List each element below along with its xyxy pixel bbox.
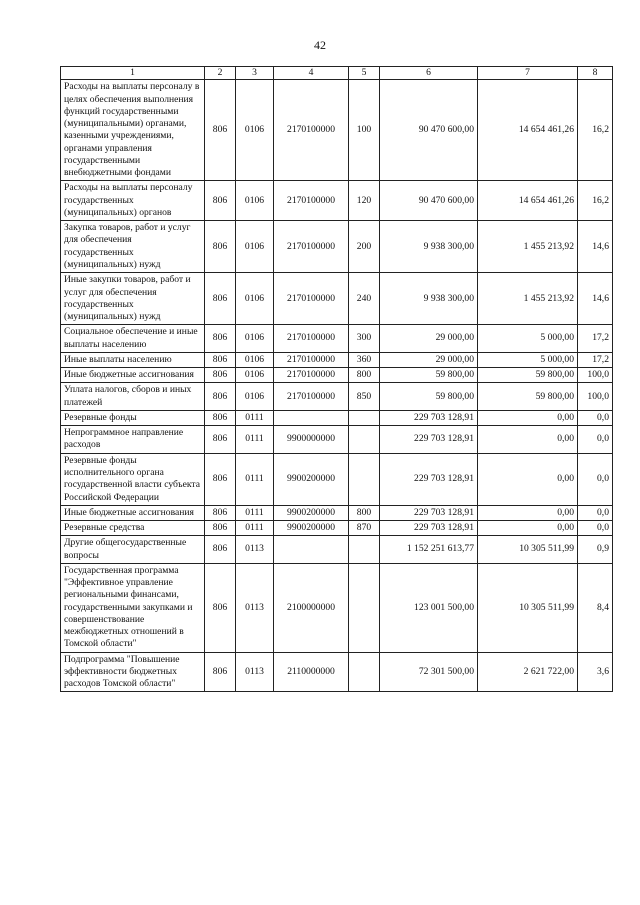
expense-name: Резервные фонды исполнительного органа государственной власти субъекта Российской Федерации (61, 453, 205, 505)
section-code: 0111 (236, 505, 274, 520)
plan-amount: 72 301 500,00 (380, 652, 478, 692)
expense-name: Непрограммное направление расходов (61, 426, 205, 454)
actual-amount: 0,00 (478, 521, 578, 536)
actual-amount: 5 000,00 (478, 325, 578, 353)
expense-type-code (349, 410, 380, 425)
admin-code: 806 (205, 80, 236, 181)
admin-code: 806 (205, 453, 236, 505)
execution-percent: 0,0 (578, 410, 613, 425)
target-code: 2170100000 (274, 80, 349, 181)
table-row (61, 521, 613, 536)
expense-type-code: 100 (349, 80, 380, 181)
header-row (61, 67, 613, 80)
section-code: 0111 (236, 410, 274, 425)
actual-amount: 14 654 461,26 (478, 181, 578, 221)
header-cell: 3 (236, 67, 274, 80)
header-cell: 1 (61, 67, 205, 80)
admin-code: 806 (205, 368, 236, 383)
execution-percent: 0,0 (578, 505, 613, 520)
expense-type-code (349, 426, 380, 454)
expense-name: Социальное обеспечение и иные выплаты населению (61, 325, 205, 353)
execution-percent: 17,2 (578, 325, 613, 353)
target-code: 2110000000 (274, 652, 349, 692)
table-row (61, 652, 613, 692)
expense-name: Резервные средства (61, 521, 205, 536)
target-code (274, 536, 349, 564)
execution-percent: 0,0 (578, 426, 613, 454)
table-row (61, 80, 613, 181)
execution-percent: 8,4 (578, 563, 613, 652)
expense-type-code (349, 536, 380, 564)
actual-amount: 1 455 213,92 (478, 273, 578, 325)
section-code: 0106 (236, 181, 274, 221)
target-code: 9900000000 (274, 426, 349, 454)
expense-type-code: 120 (349, 181, 380, 221)
actual-amount: 10 305 511,99 (478, 536, 578, 564)
execution-percent: 16,2 (578, 181, 613, 221)
budget-table (60, 66, 613, 692)
execution-percent: 0,0 (578, 453, 613, 505)
header-cell: 8 (578, 67, 613, 80)
admin-code: 806 (205, 505, 236, 520)
target-code: 9900200000 (274, 505, 349, 520)
plan-amount: 1 152 251 613,77 (380, 536, 478, 564)
table-row (61, 453, 613, 505)
target-code (274, 410, 349, 425)
actual-amount: 5 000,00 (478, 352, 578, 367)
execution-percent: 0,9 (578, 536, 613, 564)
admin-code: 806 (205, 563, 236, 652)
execution-percent: 14,6 (578, 221, 613, 273)
actual-amount: 0,00 (478, 505, 578, 520)
admin-code: 806 (205, 410, 236, 425)
section-code: 0106 (236, 368, 274, 383)
admin-code: 806 (205, 221, 236, 273)
page-number: 42 (314, 38, 326, 52)
expense-name: Закупка товаров, работ и услуг для обеспечения государственных (муниципальных) нужд (61, 221, 205, 273)
admin-code: 806 (205, 426, 236, 454)
header-cell: 2 (205, 67, 236, 80)
section-code: 0106 (236, 383, 274, 411)
plan-amount: 59 800,00 (380, 383, 478, 411)
target-code: 9900200000 (274, 521, 349, 536)
target-code: 2170100000 (274, 273, 349, 325)
plan-amount: 229 703 128,91 (380, 505, 478, 520)
expense-type-code: 800 (349, 505, 380, 520)
table-row (61, 221, 613, 273)
expense-name: Иные бюджетные ассигнования (61, 505, 205, 520)
section-code: 0111 (236, 426, 274, 454)
table-row (61, 505, 613, 520)
target-code: 2170100000 (274, 325, 349, 353)
section-code: 0106 (236, 325, 274, 353)
expense-name: Расходы на выплаты персоналу в целях обеспечения выполнения функций государственными (муниципальными) органами, казенными учреждениями, органами управления государственными внебюджетными фондами (61, 80, 205, 181)
plan-amount: 90 470 600,00 (380, 80, 478, 181)
table-row (61, 181, 613, 221)
expense-name: Иные закупки товаров, работ и услуг для обеспечения государственных (муниципальных) нужд (61, 273, 205, 325)
target-code: 2170100000 (274, 221, 349, 273)
plan-amount: 229 703 128,91 (380, 453, 478, 505)
expense-name: Другие общегосударственные вопросы (61, 536, 205, 564)
table-row (61, 352, 613, 367)
table-row (61, 383, 613, 411)
target-code: 9900200000 (274, 453, 349, 505)
target-code: 2170100000 (274, 181, 349, 221)
expense-type-code: 200 (349, 221, 380, 273)
plan-amount: 9 938 300,00 (380, 221, 478, 273)
header-cell: 7 (478, 67, 578, 80)
execution-percent: 17,2 (578, 352, 613, 367)
actual-amount: 0,00 (478, 410, 578, 425)
admin-code: 806 (205, 536, 236, 564)
actual-amount: 0,00 (478, 426, 578, 454)
expense-name: Расходы на выплаты персоналу государственных (муниципальных) органов (61, 181, 205, 221)
execution-percent: 100,0 (578, 383, 613, 411)
expense-type-code: 360 (349, 352, 380, 367)
expense-name: Иные выплаты населению (61, 352, 205, 367)
expense-type-code (349, 453, 380, 505)
expense-type-code: 300 (349, 325, 380, 353)
plan-amount: 59 800,00 (380, 368, 478, 383)
admin-code: 806 (205, 652, 236, 692)
expense-name: Уплата налогов, сборов и иных платежей (61, 383, 205, 411)
admin-code: 806 (205, 273, 236, 325)
target-code: 2170100000 (274, 352, 349, 367)
admin-code: 806 (205, 181, 236, 221)
plan-amount: 90 470 600,00 (380, 181, 478, 221)
table-row (61, 368, 613, 383)
admin-code: 806 (205, 352, 236, 367)
plan-amount: 229 703 128,91 (380, 426, 478, 454)
plan-amount: 229 703 128,91 (380, 521, 478, 536)
actual-amount: 59 800,00 (478, 383, 578, 411)
actual-amount: 0,00 (478, 453, 578, 505)
section-code: 0106 (236, 80, 274, 181)
table-row (61, 536, 613, 564)
expense-type-code: 800 (349, 368, 380, 383)
plan-amount: 29 000,00 (380, 352, 478, 367)
plan-amount: 229 703 128,91 (380, 410, 478, 425)
execution-percent: 14,6 (578, 273, 613, 325)
target-code: 2170100000 (274, 383, 349, 411)
plan-amount: 123 001 500,00 (380, 563, 478, 652)
table-row (61, 410, 613, 425)
section-code: 0113 (236, 563, 274, 652)
execution-percent: 0,0 (578, 521, 613, 536)
target-code: 2170100000 (274, 368, 349, 383)
table-row (61, 426, 613, 454)
execution-percent: 3,6 (578, 652, 613, 692)
header-cell: 5 (349, 67, 380, 80)
execution-percent: 100,0 (578, 368, 613, 383)
section-code: 0113 (236, 536, 274, 564)
table-row (61, 325, 613, 353)
actual-amount: 10 305 511,99 (478, 563, 578, 652)
table-row (61, 563, 613, 652)
expense-name: Иные бюджетные ассигнования (61, 368, 205, 383)
section-code: 0111 (236, 453, 274, 505)
plan-amount: 29 000,00 (380, 325, 478, 353)
admin-code: 806 (205, 383, 236, 411)
section-code: 0106 (236, 273, 274, 325)
actual-amount: 59 800,00 (478, 368, 578, 383)
actual-amount: 1 455 213,92 (478, 221, 578, 273)
execution-percent: 16,2 (578, 80, 613, 181)
expense-type-code: 240 (349, 273, 380, 325)
expense-name: Государственная программа "Эффективное управление региональными финансами, государственными закупками и совершенствование межбюджетных отношений в Томской области" (61, 563, 205, 652)
actual-amount: 2 621 722,00 (478, 652, 578, 692)
section-code: 0113 (236, 652, 274, 692)
expense-name: Подпрограмма "Повышение эффективности бюджетных расходов Томской области" (61, 652, 205, 692)
expense-type-code: 870 (349, 521, 380, 536)
admin-code: 806 (205, 521, 236, 536)
table-row (61, 273, 613, 325)
section-code: 0106 (236, 221, 274, 273)
actual-amount: 14 654 461,26 (478, 80, 578, 181)
admin-code: 806 (205, 325, 236, 353)
header-cell: 6 (380, 67, 478, 80)
section-code: 0106 (236, 352, 274, 367)
expense-type-code (349, 652, 380, 692)
expense-type-code (349, 563, 380, 652)
section-code: 0111 (236, 521, 274, 536)
header-cell: 4 (274, 67, 349, 80)
expense-name: Резервные фонды (61, 410, 205, 425)
expense-type-code: 850 (349, 383, 380, 411)
target-code: 2100000000 (274, 563, 349, 652)
plan-amount: 9 938 300,00 (380, 273, 478, 325)
